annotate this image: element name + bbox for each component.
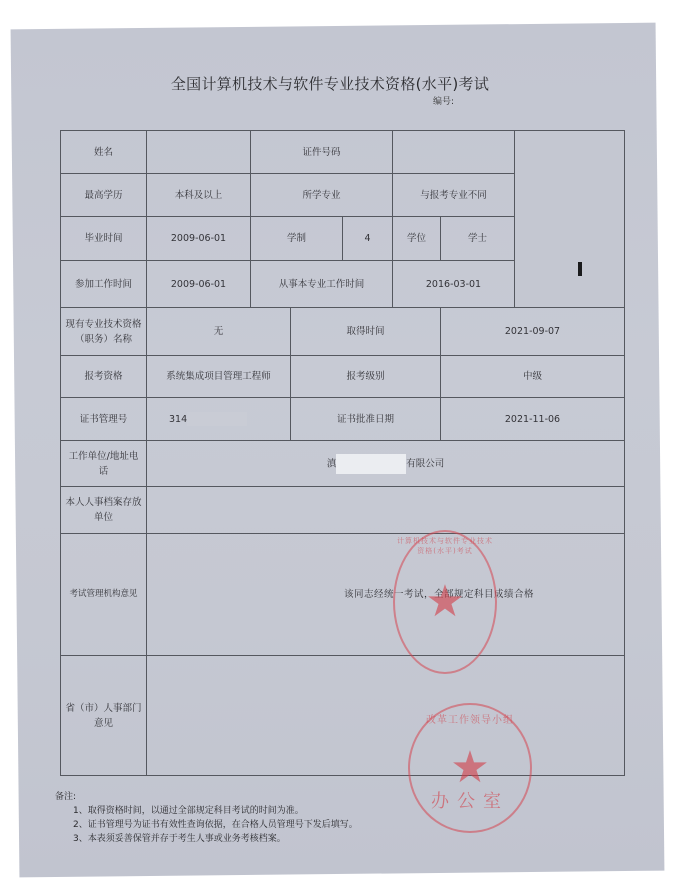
graduation-label: 毕业时间 (61, 217, 147, 261)
id-label: 证件号码 (251, 131, 393, 174)
exam-office-stamp (393, 530, 497, 674)
field-work-label: 从事本专业工作时间 (251, 261, 393, 308)
field-work-value: 2016-03-01 (393, 261, 515, 308)
reform-office-stamp (408, 703, 532, 833)
stamp-text: 计算机技术与软件专业技术资格(水平)考试 (397, 537, 493, 555)
applied-qualification-label: 报考资格 (61, 356, 147, 398)
redacted-block (336, 454, 406, 474)
exam-opinion-value: 该同志经统一考试，全部规定科目成绩合格 (147, 534, 625, 656)
cert-date-label: 证书批准日期 (291, 398, 441, 441)
name-label: 姓名 (61, 131, 147, 174)
serial-number-label: 编号: (433, 97, 455, 107)
photo-area (515, 131, 625, 308)
redacted-block (187, 412, 247, 426)
note-item: 1、取得资格时间，以通过全部规定科目考试的时间为准。 (73, 806, 304, 816)
education-label: 最高学历 (61, 174, 147, 217)
current-qualification-label: 现有专业技术资格（职务）名称 (61, 308, 147, 356)
id-value (393, 131, 515, 174)
graduation-value: 2009-06-01 (147, 217, 251, 261)
schooling-label: 学制 (251, 217, 343, 261)
obtain-time-label: 取得时间 (291, 308, 441, 356)
notes-heading: 备注: (55, 792, 77, 802)
archive-label: 本人人事档案存放单位 (61, 487, 147, 534)
applied-level-label: 报考级别 (291, 356, 441, 398)
document-title: 全国计算机技术与软件专业技术资格(水平)考试 (170, 75, 490, 93)
applied-level-value: 中级 (441, 356, 625, 398)
education-value: 本科及以上 (147, 174, 251, 217)
note-item: 2、证书管理号为证书有效性查询依据，在合格人员管理号下发后填写。 (73, 820, 358, 830)
name-value (147, 131, 251, 174)
work-start-label: 参加工作时间 (61, 261, 147, 308)
degree-label: 学位 (393, 217, 441, 261)
applied-qualification-value: 系统集成项目管理工程师 (147, 356, 291, 398)
schooling-value: 4 (343, 217, 393, 261)
edge-mark (578, 262, 582, 276)
hr-opinion-label: 省（市）人事部门意见 (61, 656, 147, 776)
employer-value (147, 441, 625, 487)
star-icon: ★ (425, 576, 465, 627)
cert-number-value (147, 398, 291, 441)
qualification-form-table (60, 130, 625, 776)
notes-section (55, 790, 358, 846)
employer-prefix: 滇 (326, 458, 337, 469)
major-value: 与报考专业不同 (393, 174, 515, 217)
stamp-bottom-text: 办公室 (431, 791, 509, 812)
employer-suffix: 有限公司 (406, 458, 445, 469)
exam-opinion-label: 考试管理机构意见 (61, 534, 147, 656)
degree-value: 学士 (441, 217, 515, 261)
obtain-time-value: 2021-09-07 (441, 308, 625, 356)
current-qualification-value: 无 (147, 308, 291, 356)
star-icon: ★ (450, 742, 490, 793)
cert-number-visible: 314 (169, 413, 188, 425)
archive-value (147, 487, 625, 534)
note-item: 3、本表须妥善保管并存于考生人事或业务考核档案。 (73, 834, 286, 844)
stamp-text: 改革工作领导小组 (426, 715, 514, 726)
employer-label: 工作单位/地址电话 (61, 441, 147, 487)
cert-number-label: 证书管理号 (61, 398, 147, 441)
work-start-value: 2009-06-01 (147, 261, 251, 308)
major-label: 所学专业 (251, 174, 393, 217)
cert-date-value: 2021-11-06 (441, 398, 625, 441)
hr-opinion-value (147, 656, 625, 776)
